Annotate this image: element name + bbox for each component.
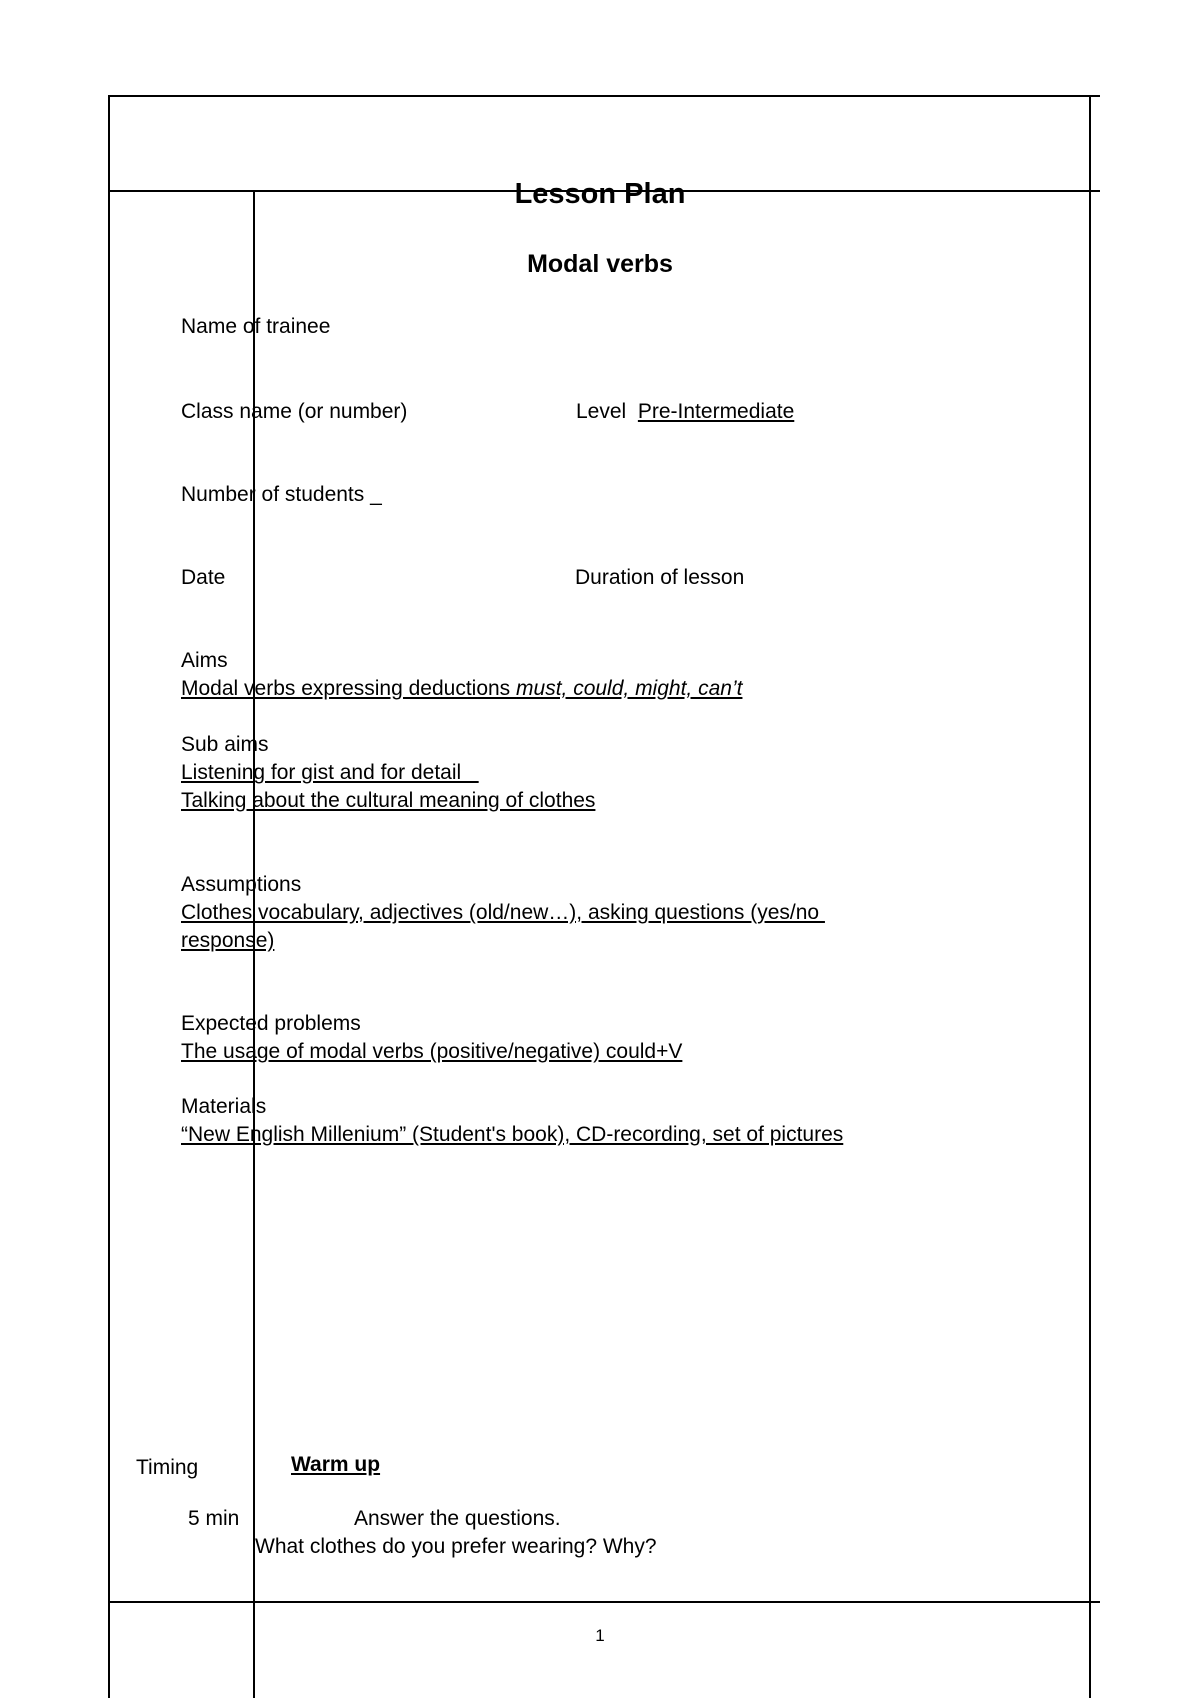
date-label: Date — [181, 566, 226, 589]
assumptions-line: response) — [181, 929, 275, 952]
table-right-border — [1089, 95, 1091, 1698]
sub-aims-line: Listening for gist and for detail — [181, 761, 479, 784]
problems-text: The usage of modal verbs (positive/negative) could+V — [181, 1040, 683, 1063]
table-top-border — [109, 95, 1100, 97]
aims-text-italic: must, could, might, can’t — [516, 677, 743, 700]
stage-instruction: Answer the questions. — [354, 1507, 561, 1530]
level-field — [576, 398, 794, 426]
aims-text — [181, 675, 742, 703]
materials-label: Materials — [181, 1095, 267, 1118]
timing-label: Timing — [136, 1456, 199, 1479]
duration-label: Duration of lesson — [575, 566, 745, 589]
stage-title: Warm up — [291, 1453, 381, 1476]
aims-label: Aims — [181, 649, 228, 672]
students-label: Number of students — [181, 483, 365, 506]
page-number: 1 — [595, 1626, 605, 1645]
sub-aims-label: Sub aims — [181, 733, 269, 756]
sub-aims-line: Talking about the cultural meaning of clothes — [181, 789, 596, 812]
stage-time: 5 min — [188, 1507, 240, 1530]
trainee-label: Name of trainee — [181, 315, 331, 338]
stage-question: What clothes do you prefer wearing? Why? — [255, 1535, 657, 1558]
students-value: _ — [370, 483, 382, 506]
materials-text: “New English Millenium” (Student's book), CD-recording, set of pictures — [181, 1123, 844, 1146]
page-subtitle: Modal verbs — [527, 250, 673, 278]
assumptions-line: Clothes vocabulary, adjectives (old/new…), asking questions (yes/no — [181, 901, 825, 924]
table-left-border — [108, 95, 110, 1698]
level-label: Level — [576, 400, 627, 423]
problems-label: Expected problems — [181, 1012, 361, 1035]
assumptions-label: Assumptions — [181, 873, 302, 896]
class-label: Class name (or number) — [181, 400, 408, 423]
level-value: Pre-Intermediate — [637, 400, 795, 423]
page-title: Lesson Plan — [514, 178, 686, 210]
table-footer-divider — [109, 1601, 1100, 1603]
students-field — [181, 481, 382, 509]
aims-text-main: Modal verbs expressing deductions — [181, 677, 517, 700]
